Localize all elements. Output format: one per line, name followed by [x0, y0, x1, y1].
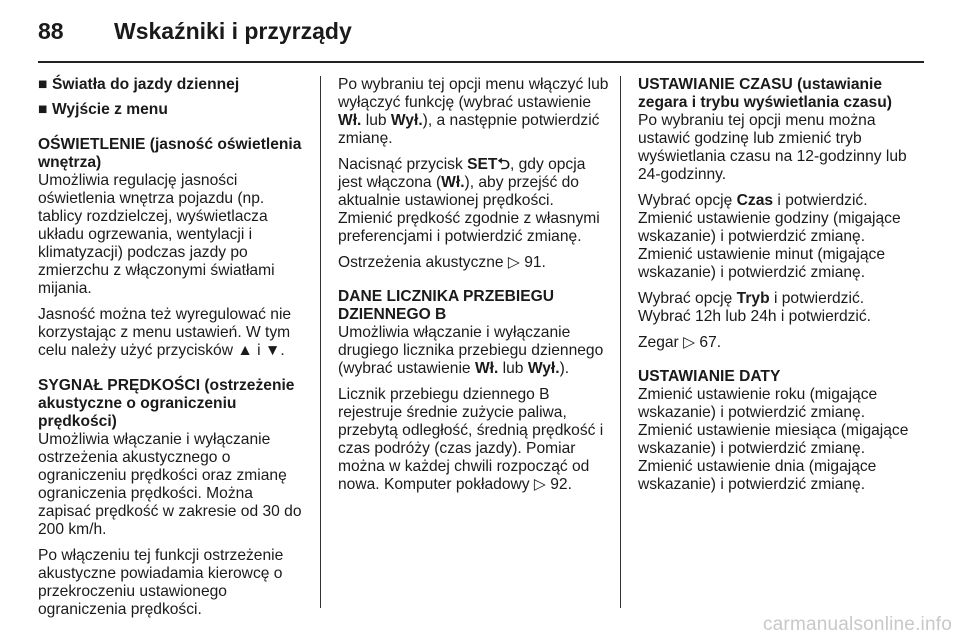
- bullet-text: Światła do jazdy dziennej: [52, 76, 240, 93]
- section-heading-ustawianie-czasu: USTAWIANIE CZASU (ustawianie zegara i trybu wyświetlania czasu): [638, 76, 892, 111]
- text-run: Wybrać opcję: [638, 290, 737, 307]
- text-run: lub: [361, 112, 391, 129]
- section-heading-dane-licznika: DANE LICZNIKA PRZEBIEGU DZIENNEGO B: [338, 288, 555, 323]
- header-rule: [38, 61, 924, 63]
- option-label: Tryb: [736, 290, 770, 307]
- paragraph: [338, 76, 610, 148]
- option-label: Wył.: [390, 112, 423, 129]
- text-run: Po wybraniu tej opcji menu włączyć lub wyłączyć funkcję (wybrać ustawienie: [338, 76, 609, 111]
- paragraph: [338, 386, 610, 494]
- column-divider-1: [320, 76, 321, 608]
- text-run: Nacisnąć przycisk: [338, 156, 468, 173]
- paragraph: [638, 290, 910, 326]
- paragraph: Po włączeniu tej funkcji ostrzeżenie akustyczne powiadamia kierowcę o przekroczeniu ustawionego ograniczenia prędkości.: [38, 547, 284, 618]
- column-middle: [338, 76, 610, 502]
- column-right: [638, 76, 910, 502]
- bullet-square-icon: ■: [38, 101, 48, 118]
- paragraph: [338, 156, 610, 246]
- paragraph: Po wybraniu tej opcji menu można ustawić godzinę lub zmienić tryb wyświetlania czasu na 12-godzinny lub 24-godzinny.: [638, 112, 907, 183]
- text-run: Zegar: [638, 334, 684, 351]
- paragraph: Zmienić ustawienie roku (migające wskazanie) i potwierdzić zmianę. Zmienić ustawienie miesiąca (migające wskazanie) i potwierdzić zmianę. Zmienić ustawienie dnia (migające wskazanie) i potwierdzić zmianę.: [638, 386, 909, 493]
- text-run: Ostrzeżenia akustyczne: [338, 254, 508, 271]
- text-run: Licznik przebiegu dziennego B rejestruje średnie zużycie paliwa, przebytą odległość, średnią prędkość i czas podróży (czas jazdy). Pomiar można w każdej chwili rozpocząć od nowa. Komputer pokładowy: [338, 386, 604, 493]
- paragraph: Umożliwia włączanie i wyłączanie ostrzeżenia akustycznego o ograniczeniu prędkości oraz zmianę ograniczenia prędkości. Można zapisać prędkość w zakresie od 30 do 200 km/h.: [38, 431, 302, 538]
- text-run: Umożliwia włączanie i wyłączanie drugiego licznika przebiegu dziennego (wybrać ustawienie: [338, 324, 604, 377]
- page-reference-icon: ▷: [683, 334, 696, 351]
- text-run: i potwierdzić. Wybrać 12h lub 24h i potwierdzić.: [638, 290, 872, 325]
- option-label: Wł.: [474, 360, 499, 377]
- paragraph: [638, 334, 910, 352]
- option-label: Wł.: [338, 112, 362, 129]
- section-heading-sygnal-predkosci: SYGNAŁ PRĘDKOŚCI (ostrzeżenie akustyczne o ograniczeniu prędkości): [38, 377, 295, 430]
- text-run: ), a następnie potwierdzić zmianę.: [338, 112, 600, 147]
- page-reference-icon: ▷: [507, 254, 520, 271]
- text-run: Wybrać opcję: [638, 192, 737, 209]
- paragraph: Jasność można też wyregulować nie korzystając z menu ustawień. W tym celu należy użyć przycisków ▲ i ▼.: [38, 306, 292, 359]
- page-reference[interactable]: 67.: [695, 334, 722, 351]
- option-label: Wł.: [441, 174, 465, 191]
- page-title: Wskaźniki i przyrządy: [114, 18, 352, 44]
- bullet-text: Wyjście z menu: [52, 101, 168, 118]
- section-heading-oswietlenie: OŚWIETLENIE (jasność oświetlenia wnętrza): [38, 136, 302, 171]
- paragraph: [638, 192, 910, 282]
- column-divider-2: [620, 76, 621, 608]
- text-run: ).: [559, 360, 570, 377]
- text-run: lub: [498, 360, 528, 377]
- section-heading-ustawianie-daty: USTAWIANIE DATY: [638, 368, 781, 385]
- page-reference[interactable]: 91.: [519, 254, 546, 271]
- return-arrow-icon: ⮌: [497, 156, 510, 173]
- page-reference-icon: ▷: [533, 476, 546, 493]
- text-run: ), aby przejść do aktualnie ustawionej prędkości. Zmienić prędkość zgodnie z własnymi preferencjami i potwierdzić zmianę.: [338, 174, 600, 245]
- option-label: Wył.: [527, 360, 560, 377]
- watermark-text: carmanualsonline.info: [762, 614, 952, 635]
- button-label: SET: [467, 156, 498, 173]
- page-reference[interactable]: 92.: [545, 476, 572, 493]
- text-run: i potwierdzić. Zmienić ustawienie godziny (migające wskazanie) i potwierdzić zmianę. Zmienić ustawienie minut (migające wskazanie) i potwierdzić zmianę.: [638, 192, 901, 281]
- bullet-item: [38, 76, 310, 94]
- bullet-item: [38, 101, 310, 119]
- bullet-square-icon: ■: [38, 76, 48, 93]
- page-number: 88: [38, 18, 64, 44]
- option-label: Czas: [736, 192, 774, 209]
- column-left: [38, 76, 310, 627]
- paragraph: [338, 324, 610, 378]
- paragraph: [338, 254, 610, 272]
- paragraph: Umożliwia regulację jasności oświetlenia wnętrza pojazdu (np. tablicy rozdzielczej, wyświetlacza układu ogrzewania, wentylacji i klimatyzacji) podczas jazdy po zmierzchu z włączonymi światłami mijania.: [38, 172, 275, 297]
- text-run: , gdy opcja jest włączona (: [338, 156, 586, 191]
